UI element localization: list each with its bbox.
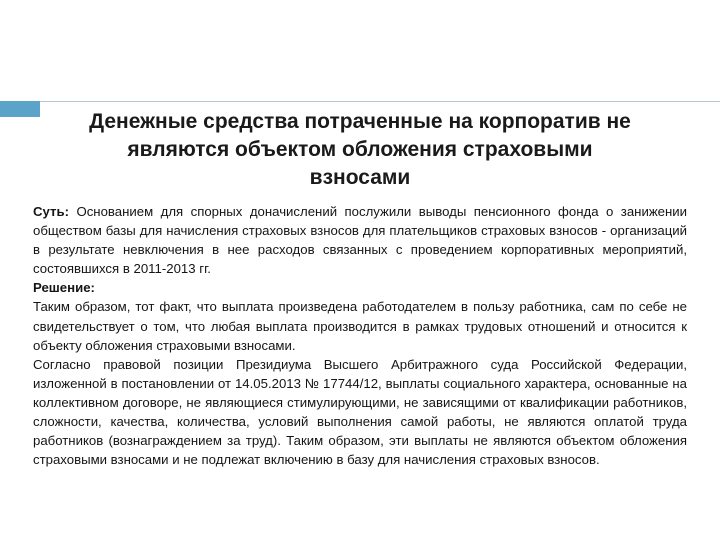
slide-title: [20, 108, 700, 192]
essence-label: Суть:: [33, 204, 69, 219]
decision-paragraph-2: Согласно правовой позиции Президиума Высшего Арбитражного суда Российской Федерации, изложенной в постановлении от 14.05.2013 № 17744/12, выплаты социального характера, основанные на коллективном договоре, не являющиеся стимулирующими, не зависящими от квалификации работников, сложности, качества, количества, условий выполнения самой работы, не являются оплатой труда работников (вознаграждением за труд). Таким образом, эти выплаты не являются объектом обложения страховыми взносами и не подлежат включению в базу для начисления страховых взносов.: [33, 356, 687, 468]
decision-paragraph-1: Таким образом, тот факт, что выплата произведена работодателем в пользу работника, сам по себе не свидетельствует о том, что любая выплата производится в рамках трудовых отношений и относится к объекту обложения страховыми взносами.: [33, 299, 687, 353]
header-rule: [0, 101, 720, 102]
title-line-1: Денежные средства потраченные на корпоратив не: [89, 110, 631, 133]
essence-text: Основанием для спорных доначислений послужили выводы пенсионного фонда о занижении обществом базы для начисления страховых взносов для плательщиков страховых взносов - организаций в результате невключения в нее расходов связанных с проведением корпоративных мероприятий, состоявшихся в 2011-2013 гг.: [33, 204, 687, 277]
slide-body: [33, 202, 687, 469]
title-line-2: являются объектом обложения страховыми: [127, 138, 593, 161]
title-line-3: взносами: [309, 166, 411, 189]
decision-label: Решение:: [33, 280, 95, 296]
essence-paragraph: [33, 202, 687, 278]
